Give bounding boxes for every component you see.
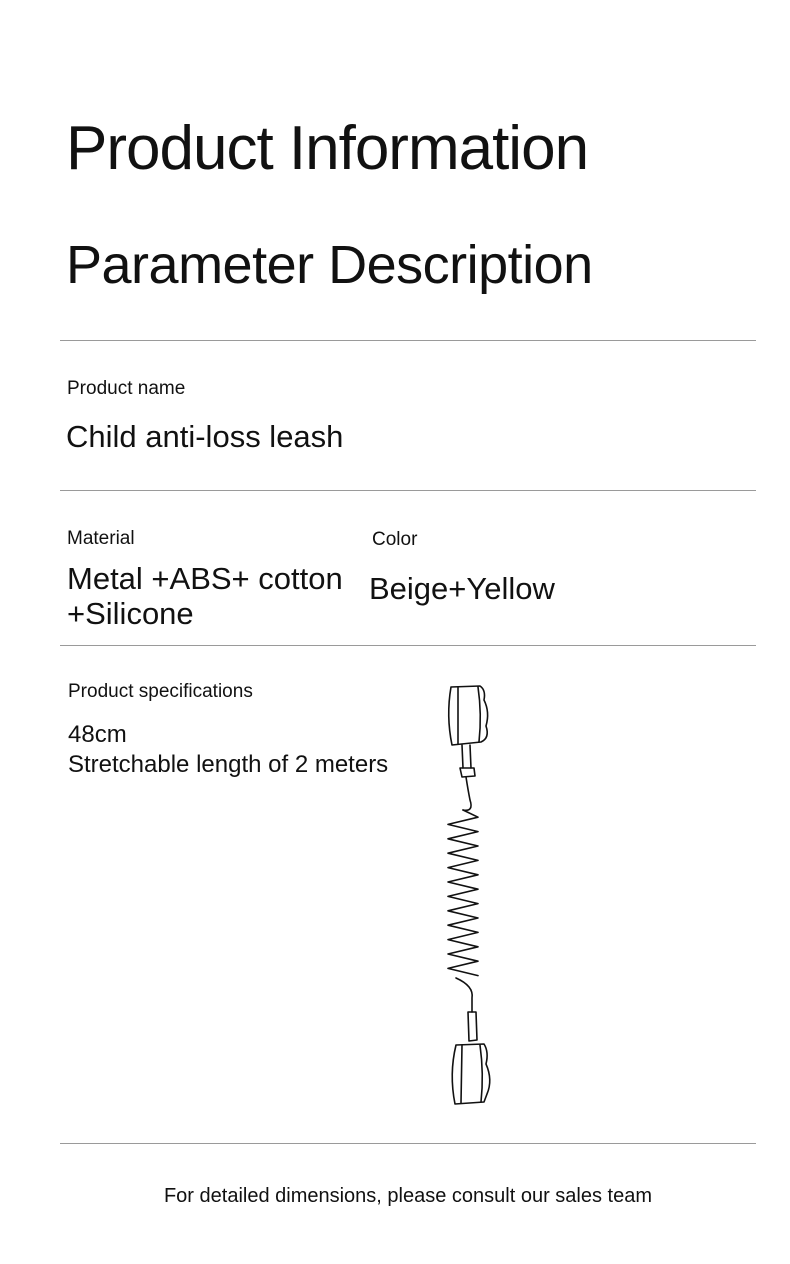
page-title: Product Information <box>66 114 589 183</box>
coiled-leash-icon <box>440 680 500 1110</box>
color-label: Color <box>372 529 418 550</box>
material-label: Material <box>67 528 135 549</box>
specifications-line-1: 48cm <box>68 721 127 748</box>
footer-note: For detailed dimensions, please consult our sales team <box>163 1185 653 1207</box>
divider <box>60 645 756 646</box>
color-value: Beige+Yellow <box>369 571 555 606</box>
specifications-label: Product specifications <box>68 681 253 702</box>
section-heading: Parameter Description <box>66 235 593 295</box>
divider <box>60 1143 756 1144</box>
coil-spring <box>448 810 478 976</box>
divider <box>60 340 756 341</box>
specifications-line-2: Stretchable length of 2 meters <box>68 751 389 778</box>
product-name-label: Product name <box>67 378 186 399</box>
material-value-line-1: Metal +ABS+ cotton <box>67 561 343 596</box>
product-name-value: Child anti-loss leash <box>66 419 344 454</box>
material-value-line-2: +Silicone <box>67 596 194 631</box>
divider <box>60 490 756 491</box>
